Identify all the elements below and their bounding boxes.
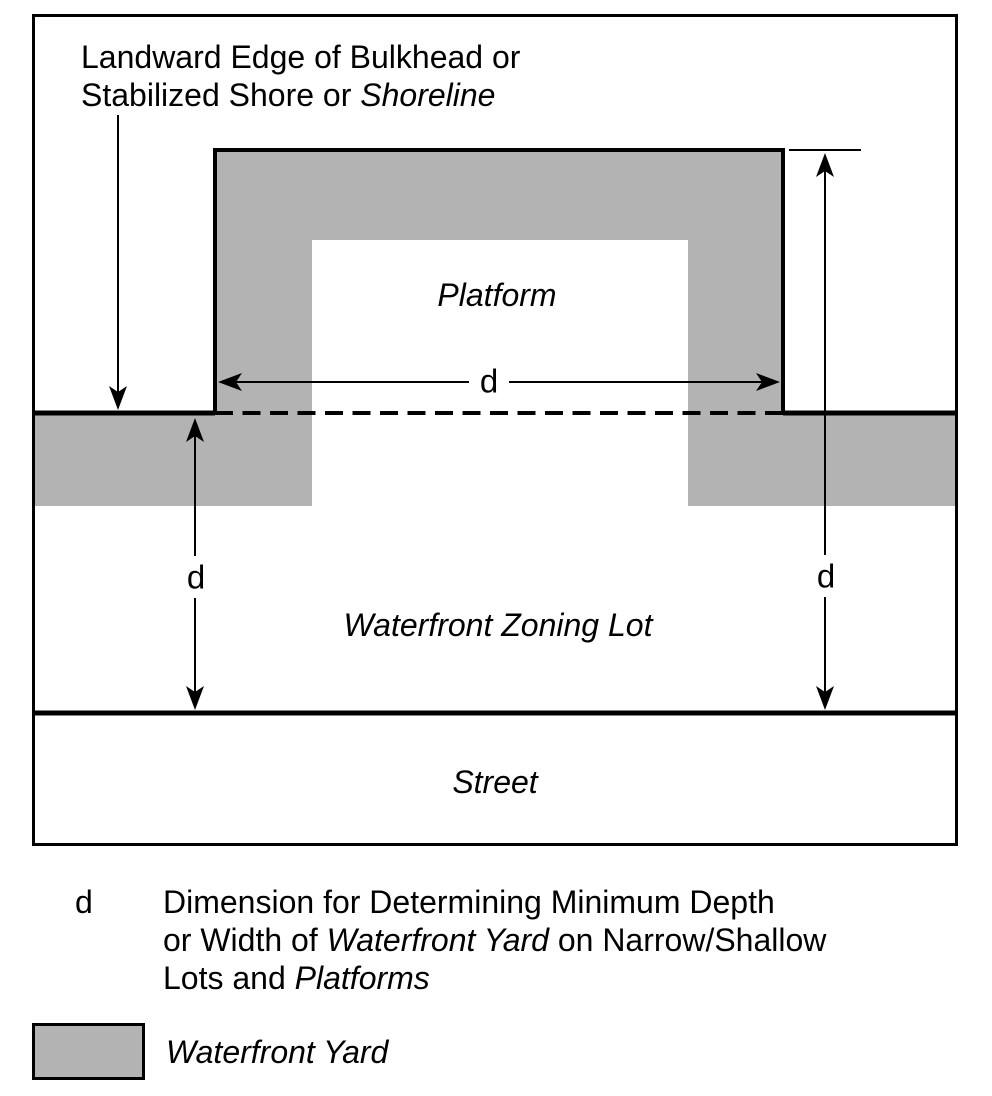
waterfront-yard-swatch [34, 1025, 144, 1079]
landward-edge-label-line2: Stabilized Shore or Shoreline [81, 77, 496, 113]
shoreline-term: Shoreline [360, 77, 496, 113]
street-label: Street [452, 764, 538, 800]
platform-label: Platform [437, 277, 557, 313]
waterfront-zoning-lot-label: Waterfront Zoning Lot [343, 607, 653, 643]
legend-dim-text-line2: or Width of Waterfront Yard on Narrow/Shallow [163, 922, 827, 958]
legend-swatch-label: Waterfront Yard [166, 1034, 389, 1070]
legend-dim-symbol: d [75, 884, 93, 920]
platforms-term: Platforms [294, 960, 430, 996]
dim-label-horizontal: d [479, 362, 499, 400]
waterfront-yard-right-band [688, 413, 955, 506]
landward-edge-label [81, 38, 520, 114]
legend-dim-text-line3: Lots and Platforms [163, 960, 430, 996]
waterfront-yard-term: Waterfront Yard [326, 922, 549, 958]
waterfront-yard-left-band [35, 413, 312, 506]
legend-dim-text-line1: Dimension for Determining Minimum Depth [163, 884, 775, 920]
landward-edge-arrow [109, 115, 127, 410]
legend-dim-text [163, 883, 826, 997]
platform-inner-area [312, 240, 688, 413]
landward-edge-label-line1: Landward Edge of Bulkhead or [81, 39, 521, 75]
dim-label-right: d [816, 557, 836, 595]
dim-label-left: d [186, 558, 206, 596]
legend-swatch-graphic [32, 1023, 145, 1080]
